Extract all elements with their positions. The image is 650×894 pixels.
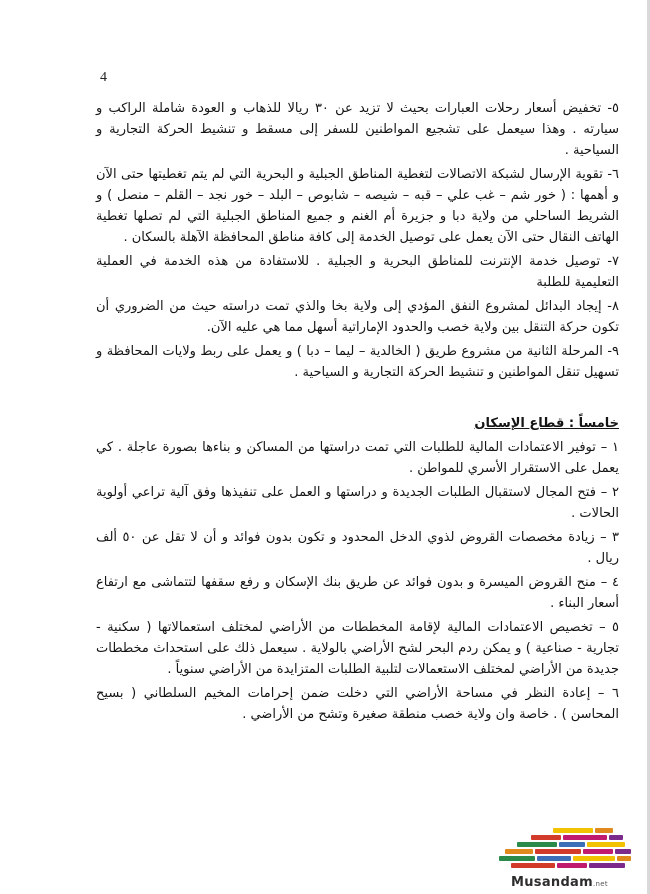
logo-stripe bbox=[615, 849, 631, 854]
logo-stripe bbox=[499, 856, 535, 861]
logo-stripe bbox=[583, 849, 613, 854]
housing-item-1: ١ – توفير الاعتمادات المالية للطلبات التي تمت دراستها من المساكن و بناءها بصورة عاجلة . كي يعمل على الاستقرار الأسري للمواطن . bbox=[96, 440, 619, 476]
logo-stripe bbox=[595, 828, 613, 833]
housing-item-6: ٦ – إعادة النظر في مساحة الأراضي التي دخلت ضمن إحرامات المخيم السلطاني ( بسيح المحاسن ) . خاصة وان ولاية خصب منطقة صغيرة وتشح من الأراضي . bbox=[96, 686, 619, 722]
housing-item-5: ٥ – تخصيص الاعتمادات المالية لإقامة المخططات من الأراضي لمختلف استعمالاتها ( سكنية - تجارية - صناعية ) و يمكن ردم البحر لشح الأراضي بالولاية . سيعمل ذلك على استحداث مخططات جديدة من الأراضي لمختلف الاستعمالات لتلبية الطلبات المتزايدة من الأراضي سنوياً . bbox=[96, 620, 619, 677]
transport-item-7: ٧- توصيل خدمة الإنترنت للمناطق البحرية و الجبلية . للاستفادة من هذه الخدمة في العملية التعليمية للطلبة bbox=[96, 254, 619, 290]
logo-wordmark bbox=[511, 875, 608, 890]
transport-item-9: ٩- المرحلة الثانية من مشروع طريق ( الخالدية – ليما – دبا ) و يعمل على ربط ولايات المحافظة و تسهيل تنقل المواطنين و تنشيط الحركة التجارية و السياحية . bbox=[96, 344, 619, 380]
logo-suffix: .net bbox=[592, 880, 608, 888]
page-number: 4 bbox=[100, 70, 107, 85]
section-title-housing: خامساً : قطاع الإسكان bbox=[474, 416, 619, 431]
housing-item-4: ٤ – منح القروض الميسرة و بدون فوائد عن طريق بنك الإسكان و رفع سقفها لتتماشى مع ارتفاع أسعار البناء . bbox=[96, 575, 619, 611]
document-body bbox=[96, 98, 619, 728]
logo-stripe bbox=[553, 828, 593, 833]
logo-stripe bbox=[587, 842, 625, 847]
logo-stripe bbox=[531, 835, 561, 840]
musandam-logo bbox=[491, 824, 637, 890]
transport-item-5: ٥- تخفيض أسعار رحلات العبارات بحيث لا تزيد عن ٣٠ ريالا للذهاب و العودة شاملة الراكب و سيارته . وهذا سيعمل على تشجيع المواطنين للسفر إلى مسقط و تنشيط الحركة التجارية و السياحية . bbox=[96, 101, 619, 158]
housing-item-3: ٣ – زيادة مخصصات القروض لذوي الدخل المحدود و تكون بدون فوائد و أن لا تقل عن ٥٠ ألف ريال . bbox=[96, 530, 619, 566]
logo-stripe bbox=[505, 849, 533, 854]
logo-text: Musandam bbox=[511, 875, 593, 890]
logo-stripe bbox=[517, 842, 557, 847]
transport-item-8: ٨- إيجاد البدائل لمشروع النفق المؤدي إلى ولاية بخا والذي تمت دراسته حيث من الضروري أن تكون حركة التنقل بين ولاية خصب والحدود الإماراتية أسهل مما هي عليه الآن. bbox=[96, 299, 619, 335]
transport-item-6: ٦- تقوية الإرسال لشبكة الاتصالات لتغطية المناطق الجبلية و البحرية التي لم يتم تغطيتها حتى الآن و أهمها : ( خور شم – غب علي – قبه – شيصه – شابوص – البلد – خور نجد – القلم – منصل ) و الشريط الساحلي من ولاية دبا و جزيرة أم الغنم و جميع المناطق الجبلية التي لم تصلها تغطية الهاتف النقال حتى الآن يعمل على توصيل الخدمة إلى كافة مناطق المحافظة الآهلة بالسكان . bbox=[96, 167, 619, 245]
logo-stripe bbox=[535, 849, 581, 854]
logo-stripe bbox=[511, 863, 555, 868]
logo-stripe bbox=[559, 842, 585, 847]
logo-stripe bbox=[563, 835, 607, 840]
logo-stripe bbox=[557, 863, 587, 868]
logo-stripe bbox=[609, 835, 623, 840]
housing-item-2: ٢ – فتح المجال لاستقبال الطلبات الجديدة و دراستها و العمل على تنفيذها وفق آلية تراعي أولوية الحالات . bbox=[96, 485, 619, 521]
logo-stripes-icon bbox=[491, 824, 637, 876]
logo-stripe bbox=[589, 863, 625, 868]
logo-stripe bbox=[573, 856, 615, 861]
logo-stripe bbox=[537, 856, 571, 861]
logo-stripe bbox=[617, 856, 631, 861]
